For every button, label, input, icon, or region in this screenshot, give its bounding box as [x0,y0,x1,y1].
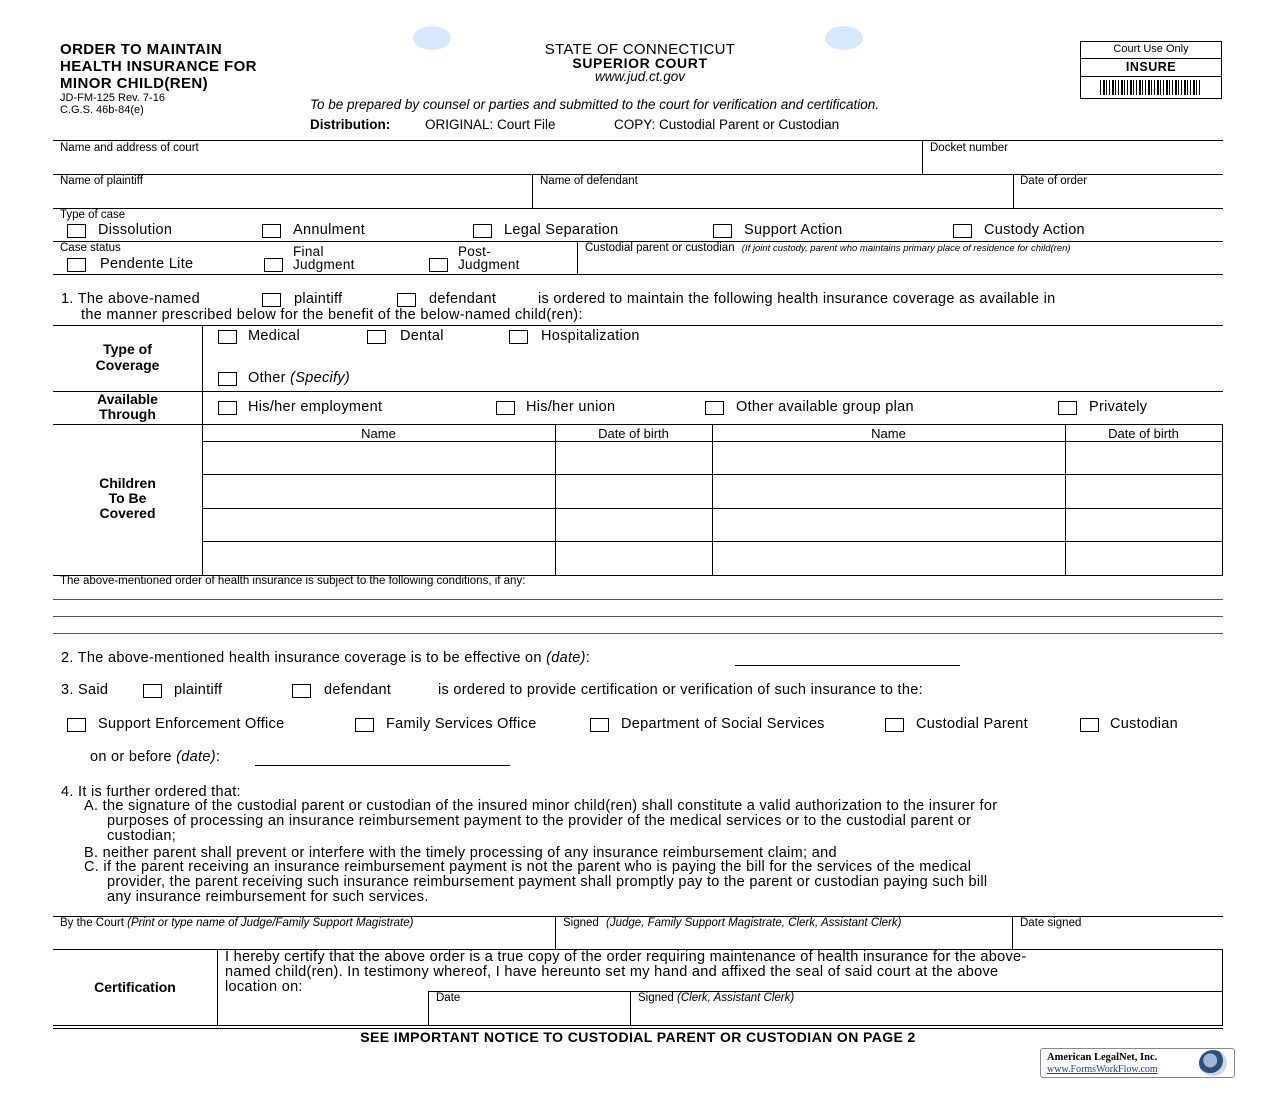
grid-line [202,325,203,575]
court-name-address-label: Name and address of court [60,142,199,154]
distribution-copy: COPY: Custodial Parent or Custodian [614,117,840,132]
grid-line [202,474,1223,475]
col-dob-2: Date of birth [1108,426,1179,441]
section4-a-line: custodian; [107,828,177,844]
employment-label: His/her employment [248,399,383,415]
form-id: JD-FM-125 Rev. 7-16 [60,92,165,104]
on-or-before-text: on or before [90,749,172,765]
section3-defendant-checkbox[interactable] [292,684,311,698]
custodian-label: Custodian [1110,716,1178,732]
certification-line: I hereby certify that the above order is a true copy of the order requiring maintenance of health insurance for the above- [225,949,1027,965]
available-through-line: Through [99,406,156,422]
employment-checkbox[interactable] [218,401,237,415]
grid-line [1012,916,1013,949]
grid-line [53,208,1223,209]
instructions: To be prepared by counsel or parties and submitted to the court for verification and certification. [310,97,880,112]
certification-line: named child(ren). In testimony whereof, I have hereunto set my hand and affixed the seal of said court at the above [225,964,999,980]
section4-c-line: provider, the parent receiving such insurance reimbursement payment shall promptly pay to the parent or custodian paying such bill [107,874,988,890]
grid-line [428,991,429,1026]
custody-action-checkbox[interactable] [953,224,972,238]
certification-line: location on: [225,979,303,995]
grid-line [53,424,1223,425]
website[interactable]: www.jud.ct.gov [594,69,686,84]
grid-line [53,274,1223,275]
custodian-checkbox[interactable] [1080,718,1099,732]
case-status-label: Case status [60,242,121,254]
court-use-label: Court Use Only [1113,43,1189,55]
other-coverage-checkbox[interactable] [218,372,237,386]
type-of-coverage-label [53,341,202,373]
dental-label: Dental [400,328,444,344]
on-or-before-colon: : [215,749,221,765]
children-covered-line: Children [99,475,156,491]
other-coverage-text: Other [248,370,286,386]
on-or-before-date-field[interactable] [255,765,510,766]
post-judgment-checkbox[interactable] [429,258,448,272]
footer-notice: SEE IMPORTANT NOTICE TO CUSTODIAL PARENT OR CUSTODIAN ON PAGE 2 [360,1029,916,1045]
conditions-label: The above-mentioned order of health insurance is subject to the following conditions, if any: [60,575,526,587]
grid-line [577,241,578,275]
final-judgment-line: Judgment [293,257,355,272]
type-of-coverage-line: Coverage [95,357,160,373]
form-title-line: MINOR CHILD(REN) [60,75,209,92]
on-or-before-hint: (date) [176,749,216,765]
section4-c-line: any insurance reimbursement for such services. [107,889,429,905]
date-signed-label: Date signed [1020,917,1082,929]
section2-text [61,650,590,666]
final-judgment-line: Final [293,244,324,259]
grid-line [53,325,1223,326]
other-coverage-hint: (Specify) [290,370,351,386]
statute: C.G.S. 46b-84(e) [60,104,144,116]
section3-plaintiff-checkbox[interactable] [143,684,162,698]
family-services-checkbox[interactable] [355,718,374,732]
by-court-hint: (Print or type name of Judge/Family Support Magistrate) [127,917,414,929]
privately-checkbox[interactable] [1058,401,1077,415]
col-name-1: Name [361,426,396,441]
order-date-label: Date of order [1020,175,1088,187]
section4-a [84,799,997,844]
medical-label: Medical [248,328,301,344]
hospitalization-checkbox[interactable] [509,330,528,344]
children-covered-line: To Be [108,490,147,506]
post-judgment-label [458,245,520,271]
section3-text: is ordered to provide certification or verification of such insurance to the: [438,682,923,698]
on-or-before-label [90,749,220,765]
support-enforcement-label: Support Enforcement Office [98,716,285,732]
punch-hole-right [825,26,863,50]
section3-defendant-label: defendant [324,682,392,698]
court-use-divider [1081,58,1221,59]
section1-prefix: 1. The above-named [61,291,200,307]
grid-line [1065,424,1066,575]
grid-line [1013,174,1014,209]
section4-c [84,860,987,905]
hospitalization-label: Hospitalization [541,328,640,344]
section4-c-line: C. if the parent receiving an insurance reimbursement payment is not the parent who is paying the bill for the services of the medical [84,859,972,875]
privately-label: Privately [1089,399,1148,415]
post-judgment-line: Judgment [458,257,520,272]
grid-line [532,174,533,209]
grid-line [555,424,556,575]
plaintiff-name-label: Name of plaintiff [60,175,143,187]
form-title-line: HEALTH INSURANCE FOR [60,58,257,75]
legal-separation-label: Legal Separation [504,222,619,238]
pendente-lite-label: Pendente Lite [100,256,194,272]
cert-date-label: Date [436,992,461,1004]
distribution-original: ORIGINAL: Court File [425,117,556,132]
section4-a-line: A. the signature of the custodial parent or custodian of the insured minor child(ren) shall constitute a valid authorization to the insurer for [84,798,998,814]
conditions-line[interactable] [53,599,1223,600]
grid-line [217,949,218,1026]
conditions-line[interactable] [53,633,1223,634]
custodial-parent-text: Custodial parent or custodian [585,242,735,254]
grid-line [1222,424,1223,575]
section1-text-line2: the manner prescribed below for the benefit of the below-named child(ren): [81,307,583,323]
vendor-name: American LegalNet, Inc. [1047,1052,1158,1063]
children-covered-line: Covered [99,505,156,521]
signed-label [563,917,902,929]
certification-label: Certification [94,979,176,995]
medical-checkbox[interactable] [218,330,237,344]
grid-line [555,916,556,949]
section2-date-hint: (date) [546,650,586,666]
support-enforcement-checkbox[interactable] [67,718,86,732]
available-through-label [53,392,202,422]
custodial-parent-recipient-label: Custodial Parent [916,716,1028,732]
grid-line [922,140,923,175]
vendor-badge [1040,1048,1235,1078]
final-judgment-checkbox[interactable] [264,258,283,272]
custody-action-label: Custody Action [984,222,1085,238]
section4-a-line: purposes of processing an insurance reimbursement payment to the provider of the medical services or to the custodial parent or [107,813,972,829]
family-services-label: Family Services Office [386,716,537,732]
final-judgment-label [293,245,355,271]
grid-line [202,541,1223,542]
type-of-case-label: Type of case [60,209,126,221]
col-name-2: Name [871,426,906,441]
conditions-line[interactable] [53,616,1223,617]
pendente-lite-checkbox[interactable] [67,258,86,272]
court-use-divider [1081,76,1221,77]
social-services-label: Department of Social Services [621,716,825,732]
state-name: STATE OF CONNECTICUT [544,41,736,58]
section2-colon: : [585,650,591,666]
form-title-line: ORDER TO MAINTAIN [60,41,223,58]
available-through-line: Available [97,391,158,407]
section2-main: 2. The above-mentioned health insurance coverage is to be effective on [61,650,542,666]
legal-separation-checkbox[interactable] [473,224,492,238]
court-name: SUPERIOR COURT [572,55,708,71]
cert-signed-hint: (Clerk, Assistant Clerk) [677,992,795,1004]
social-services-checkbox[interactable] [590,718,609,732]
grid-line [202,441,1223,442]
court-use-code: INSURE [1125,60,1177,74]
docket-number-label: Docket number [930,142,1008,154]
distribution-label: Distribution: [310,117,391,132]
group-plan-checkbox[interactable] [705,401,724,415]
vendor-url[interactable]: www.FormsWorkFlow.com [1047,1064,1158,1075]
union-checkbox[interactable] [496,401,515,415]
section1-defendant-checkbox[interactable] [397,293,416,307]
punch-hole-left [413,26,451,50]
cert-signed-text: Signed [638,992,674,1004]
grid-line [712,424,713,575]
by-court-text: By the Court [60,917,124,929]
type-of-coverage-line: Type of [103,341,152,357]
by-court-label [60,917,413,929]
annulment-label: Annulment [293,222,366,238]
support-action-checkbox[interactable] [713,224,732,238]
defendant-name-label: Name of defendant [540,175,638,187]
section1-text: is ordered to maintain the following health insurance coverage as available in [538,291,1056,307]
section4-b: B. neither parent shall prevent or interfere with the timely processing of any insurance reimbursement claim; and [84,845,837,861]
certification-text [225,950,1027,995]
section3-said: 3. Said [61,682,109,698]
post-judgment-line: Post- [458,244,492,259]
dental-checkbox[interactable] [367,330,386,344]
grid-line [1222,949,1223,1026]
grid-line [53,391,1223,392]
court-use-box [1080,41,1222,99]
barcode [1100,80,1202,95]
grid-line [630,991,631,1026]
other-coverage-label [248,370,350,386]
grid-line [53,140,1223,141]
union-label: His/her union [526,399,616,415]
annulment-checkbox[interactable] [262,224,281,238]
form-title [60,41,257,92]
custodial-parent-note: (If joint custody, parent who maintains primary place of residence for child(ren) [741,243,1071,254]
group-plan-label: Other available group plan [736,399,914,415]
section3-plaintiff-label: plaintiff [174,682,223,698]
dissolution-checkbox[interactable] [67,224,86,238]
grid-line [202,508,1223,509]
section1-plaintiff-checkbox[interactable] [262,293,281,307]
effective-date-field[interactable] [735,665,960,666]
dissolution-label: Dissolution [98,222,173,238]
section1-defendant-label: defendant [429,291,497,307]
custodial-parent-label [585,242,1071,254]
children-covered-label [53,476,202,521]
vendor-logo-icon [1199,1050,1227,1076]
signed-text: Signed [563,917,599,929]
signed-hint: (Judge, Family Support Magistrate, Clerk, Assistant Clerk) [606,917,902,929]
cert-signed-label [638,992,794,1004]
custodial-parent-checkbox[interactable] [885,718,904,732]
section1-plaintiff-label: plaintiff [294,291,343,307]
grid-line [428,991,1223,992]
grid-line [53,1025,1223,1026]
section4-intro: 4. It is further ordered that: [61,784,241,800]
support-action-label: Support Action [744,222,843,238]
col-dob-1: Date of birth [598,426,669,441]
